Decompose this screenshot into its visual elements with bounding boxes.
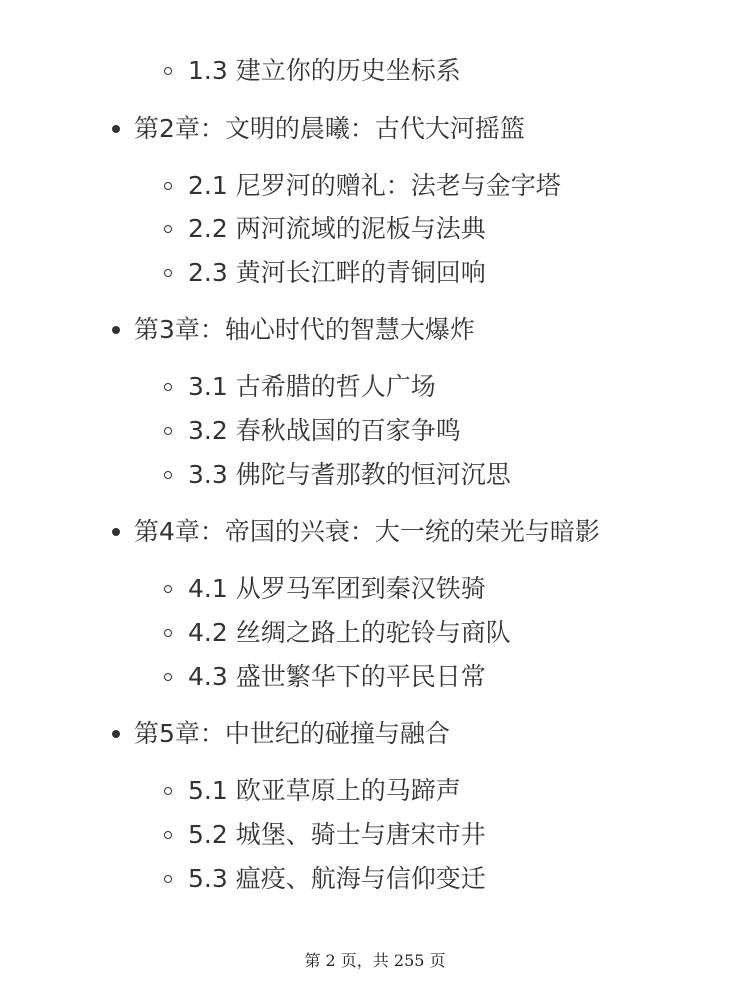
toc-section-item <box>0 209 486 249</box>
toc-chapter-label: 第5章：中世纪的碰撞与融合 <box>134 719 450 748</box>
hollow-bullet-icon <box>164 471 172 479</box>
toc-section-label: 4.3 盛世繁华下的平民日常 <box>188 662 486 691</box>
toc-chapter-item <box>0 512 600 552</box>
toc-section-label: 2.1 尼罗河的赠礼：法老与金字塔 <box>188 171 561 200</box>
toc-section-label: 5.3 瘟疫、航海与信仰变迁 <box>188 864 486 893</box>
toc-section-item <box>0 411 461 451</box>
hollow-bullet-icon <box>164 67 172 75</box>
toc-section-label: 3.2 春秋战国的百家争鸣 <box>188 416 461 445</box>
filled-bullet-icon <box>112 528 120 536</box>
toc-section-item <box>0 166 561 206</box>
toc-section-item <box>0 771 461 811</box>
hollow-bullet-icon <box>164 585 172 593</box>
hollow-bullet-icon <box>164 787 172 795</box>
hollow-bullet-icon <box>164 629 172 637</box>
hollow-bullet-icon <box>164 673 172 681</box>
hollow-bullet-icon <box>164 831 172 839</box>
filled-bullet-icon <box>112 730 120 738</box>
toc-section-label: 2.2 两河流域的泥板与法典 <box>188 214 486 243</box>
toc-section-item <box>0 367 436 407</box>
toc-section-item <box>0 51 461 91</box>
toc-chapter-label: 第2章：文明的晨曦：古代大河摇篮 <box>134 114 525 143</box>
toc-section-item <box>0 613 511 653</box>
hollow-bullet-icon <box>164 875 172 883</box>
toc-chapter-item <box>0 714 450 754</box>
toc-section-item <box>0 859 486 899</box>
toc-chapter-item <box>0 310 475 350</box>
toc-section-label: 3.1 古希腊的哲人广场 <box>188 372 436 401</box>
toc-section-label: 3.3 佛陀与耆那教的恒河沉思 <box>188 460 511 489</box>
toc-chapter-label: 第4章：帝国的兴衰：大一统的荣光与暗影 <box>134 517 600 546</box>
toc-section-item <box>0 455 511 495</box>
page-number-footer: 第 2 页，共 255 页 <box>304 951 446 970</box>
hollow-bullet-icon <box>164 182 172 190</box>
toc-section-label: 2.3 黄河长江畔的青铜回响 <box>188 258 486 287</box>
toc-section-item <box>0 815 486 855</box>
toc-section-label: 1.3 建立你的历史坐标系 <box>188 56 461 85</box>
hollow-bullet-icon <box>164 427 172 435</box>
toc-section-label: 5.2 城堡、骑士与唐宋市井 <box>188 820 486 849</box>
toc-section-item <box>0 253 486 293</box>
filled-bullet-icon <box>112 125 120 133</box>
toc-section-label: 4.2 丝绸之路上的驼铃与商队 <box>188 618 511 647</box>
toc-section-label: 4.1 从罗马军团到秦汉铁骑 <box>188 574 486 603</box>
toc-section-item <box>0 657 486 697</box>
hollow-bullet-icon <box>164 269 172 277</box>
toc-chapter-label: 第3章：轴心时代的智慧大爆炸 <box>134 315 475 344</box>
hollow-bullet-icon <box>164 383 172 391</box>
hollow-bullet-icon <box>164 225 172 233</box>
toc-section-label: 5.1 欧亚草原上的马蹄声 <box>188 776 461 805</box>
toc-section-item <box>0 569 486 609</box>
toc-chapter-item <box>0 109 525 149</box>
filled-bullet-icon <box>112 326 120 334</box>
